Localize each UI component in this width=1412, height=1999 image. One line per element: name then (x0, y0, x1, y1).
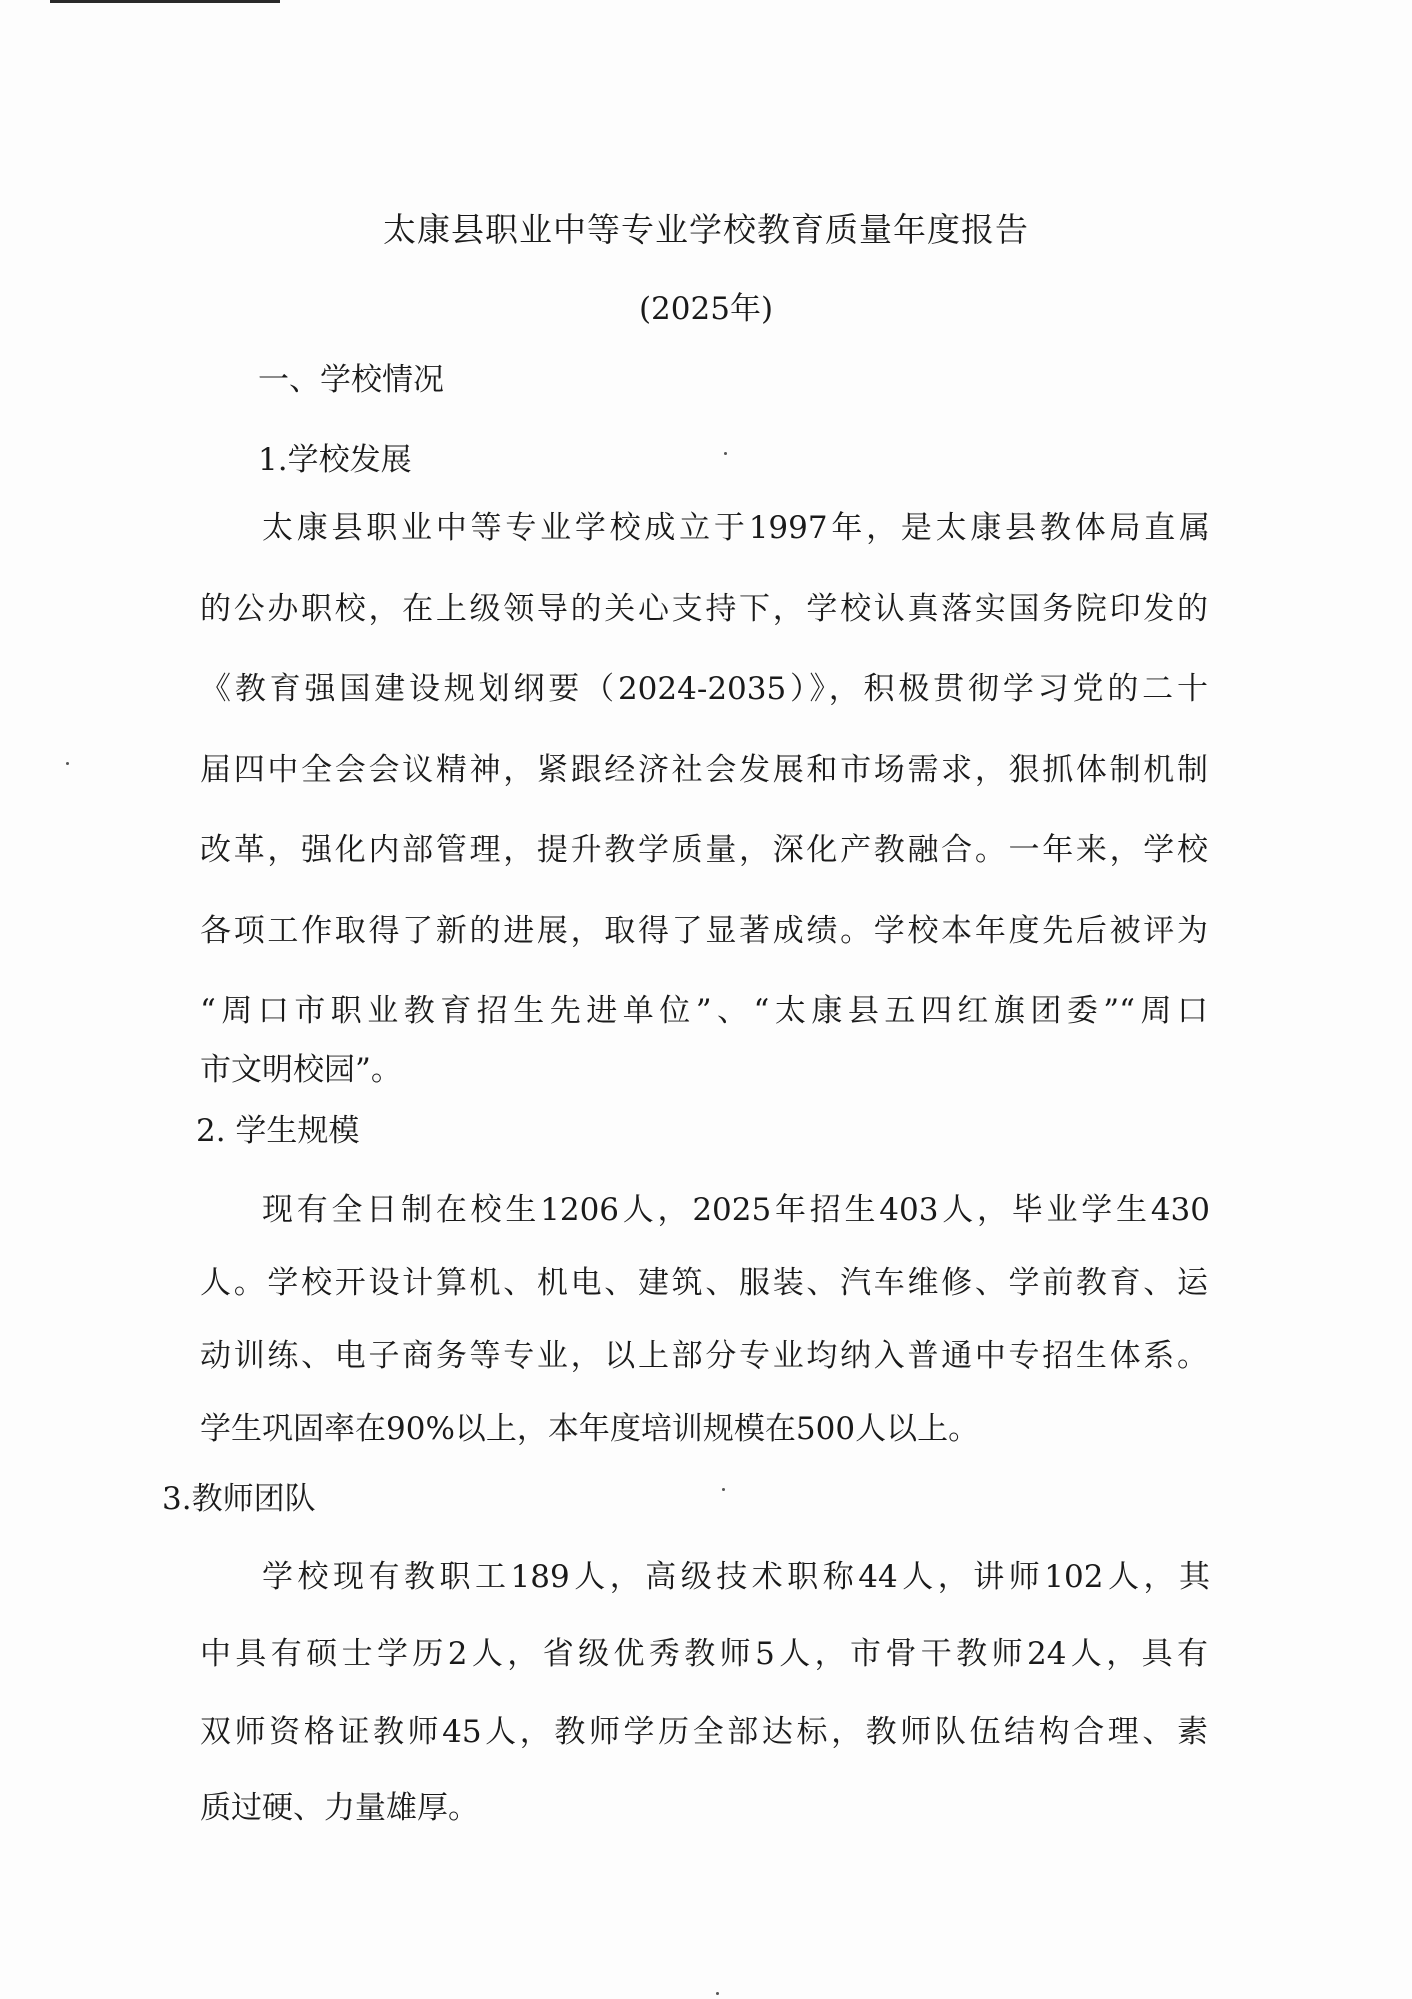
paragraph-line: 的公办职校，在上级领导的关心支持下，学校认真落实国务院印发的 (200, 591, 1208, 627)
paragraph-line: 各项工作取得了新的进展，取得了显著成绩。学校本年度先后被评为 (200, 913, 1208, 949)
paragraph-line: “周口市职业教育招生先进单位”、“太康县五四红旗团委”“周口 (200, 993, 1208, 1029)
paragraph-line: 改革，强化内部管理，提升教学质量，深化产教融合。一年来，学校 (200, 832, 1208, 868)
report-year: (2025年) (638, 291, 774, 327)
paragraph-line: 现有全日制在校生1206人，2025年招生403人，毕业学生430 (262, 1192, 1210, 1228)
paragraph-line: 人。学校开设计算机、机电、建筑、服装、汽车维修、学前教育、运 (200, 1265, 1208, 1301)
paragraph-line: 质过硬、力量雄厚。 (200, 1790, 479, 1826)
paragraph-line: 学校现有教职工189人，高级技术职称44人，讲师102人，其 (262, 1559, 1210, 1595)
paragraph-line: 中具有硕士学历2人，省级优秀教师5人，市骨干教师24人，具有 (200, 1636, 1208, 1672)
scan-speck (716, 1992, 719, 1995)
subsection-heading: 1.学校发展 (258, 442, 412, 478)
report-title: 太康县职业中等专业学校教育质量年度报告 (383, 210, 1029, 249)
scan-speck (724, 452, 727, 455)
paragraph-line: 动训练、电子商务等专业，以上部分专业均纳入普通中专招生体系。 (200, 1338, 1208, 1374)
paragraph-line: 市文明校园”。 (200, 1052, 402, 1088)
paragraph-line: 届四中全会会议精神，紧跟经济社会发展和市场需求，狠抓体制机制 (200, 752, 1208, 788)
paragraph-line: 学生巩固率在90%以上，本年度培训规模在500人以上。 (200, 1411, 980, 1447)
subsection-heading: 2. 学生规模 (196, 1113, 360, 1149)
scan-edge-mark (50, 0, 280, 3)
paragraph-line: 太康县职业中等专业学校成立于1997年，是太康县教体局直属 (262, 510, 1210, 546)
paragraph-line: 《教育强国建设规划纲要（2024-2035）》，积极贯彻学习党的二十 (200, 671, 1208, 707)
scan-speck (722, 1488, 725, 1491)
subsection-heading: 3.教师团队 (162, 1481, 316, 1517)
paragraph-line: 双师资格证教师45人，教师学历全部达标，教师队伍结构合理、素 (200, 1714, 1208, 1750)
scan-speck (66, 762, 69, 765)
section-heading: 一、学校情况 (258, 362, 444, 398)
